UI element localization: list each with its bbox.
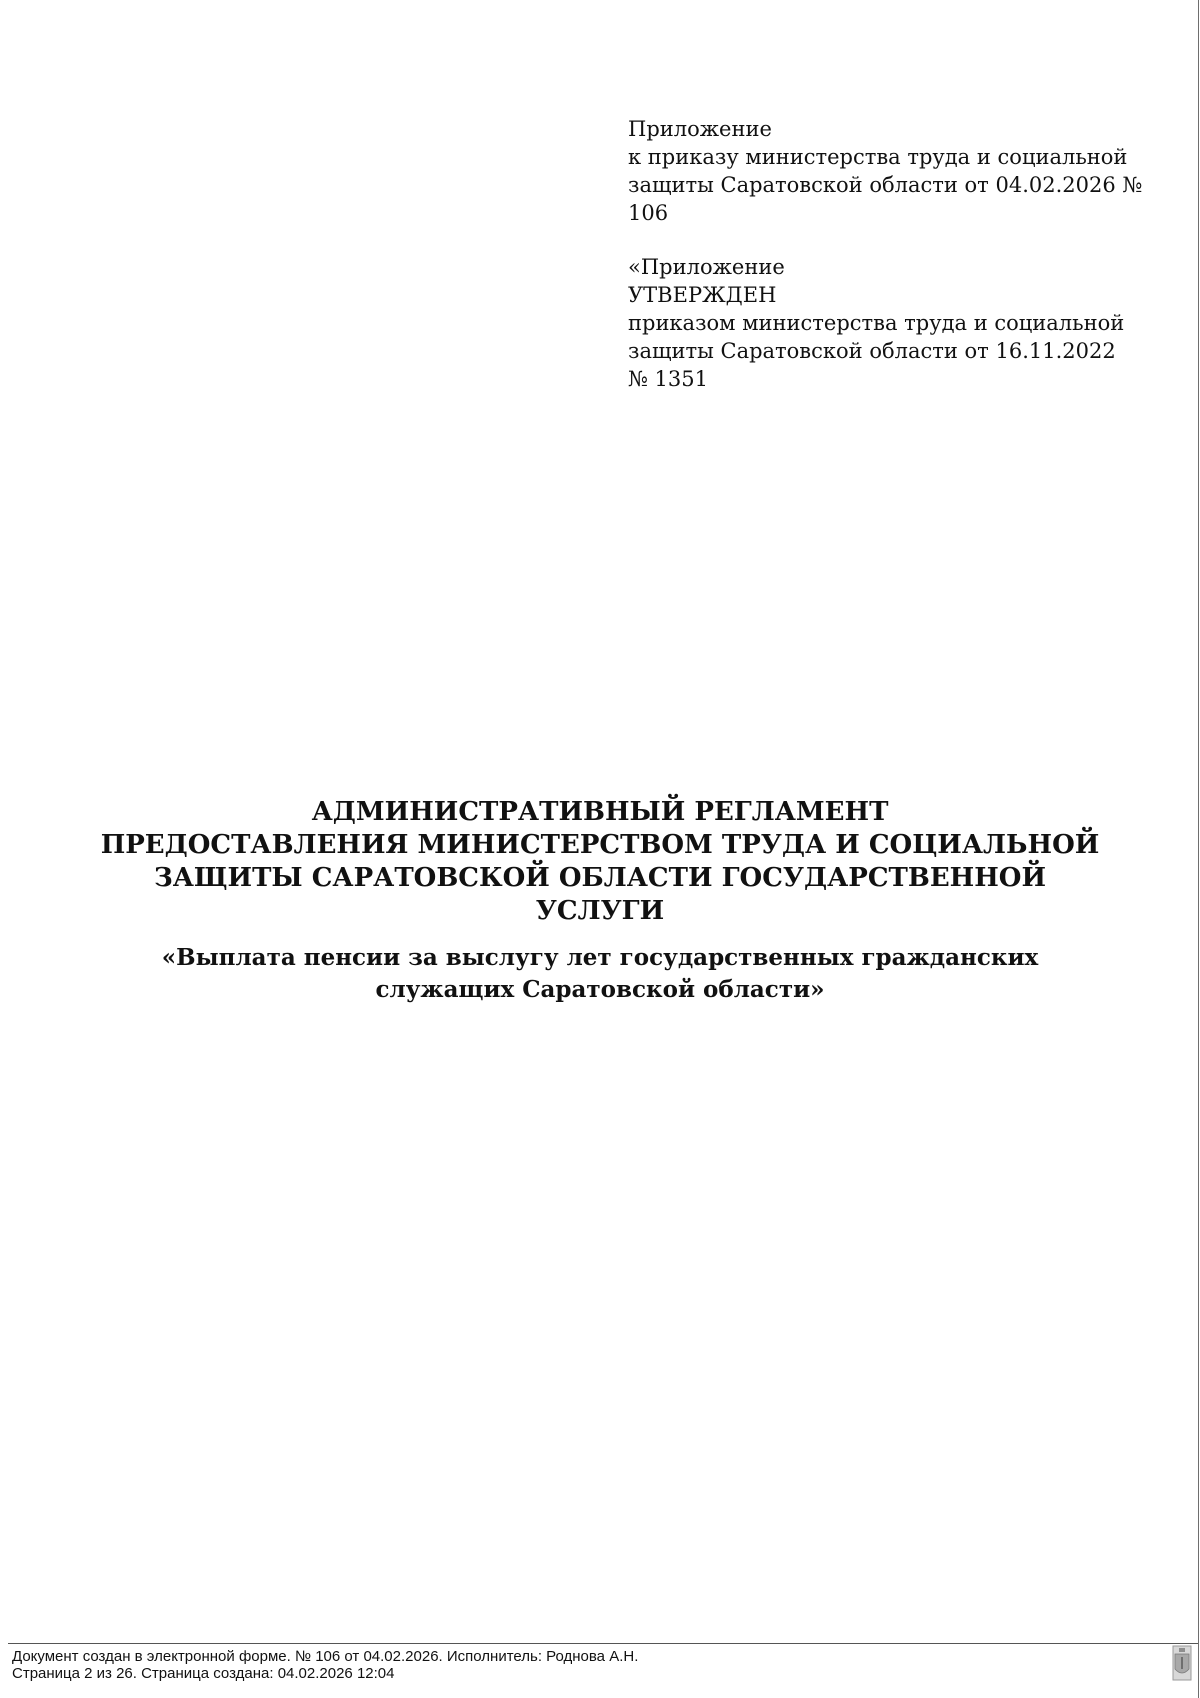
title-line: ПРЕДОСТАВЛЕНИЯ МИНИСТЕРСТВОМ ТРУДА И СОЦИАЛЬНОЙ (100, 830, 1100, 860)
title-line: УСЛУГИ (535, 896, 665, 926)
approval-line: защиты Саратовской области от 16.11.2022 (628, 339, 1116, 363)
approval-header (628, 253, 1148, 393)
coat-of-arms-icon (1172, 1645, 1192, 1681)
approval-line: УТВЕРЖДЕН (628, 283, 777, 307)
footer-document-line: Документ создан в электронной форме. № 106 от 04.02.2026. Исполнитель: Роднова А.Н. (12, 1648, 639, 1665)
attachment-line: защиты Саратовской области от 04.02.2026 № (628, 173, 1143, 197)
attachment-line: Приложение (628, 117, 772, 141)
service-name (60, 942, 1140, 1006)
approval-line: «Приложение (628, 255, 785, 279)
attachment-line: 106 (628, 201, 669, 225)
approval-line: № 1351 (628, 367, 708, 391)
approval-line: приказом министерства труда и социальной (628, 311, 1125, 335)
title-line: АДМИНИСТРАТИВНЫЙ РЕГЛАМЕНТ (311, 797, 889, 827)
footer-page-line: Страница 2 из 26. Страница создана: 04.02.2026 12:04 (12, 1665, 395, 1682)
subtitle-line: служащих Саратовской области» (375, 976, 825, 1003)
subtitle-line: «Выплата пенсии за выслугу лет государственных гражданских (161, 944, 1039, 971)
footer-info (12, 1648, 638, 1682)
title-line: ЗАЩИТЫ САРАТОВСКОЙ ОБЛАСТИ ГОСУДАРСТВЕННОЙ (153, 863, 1047, 893)
attachment-line: к приказу министерства труда и социальной (628, 145, 1128, 169)
attachment-header (628, 115, 1148, 227)
document-title (60, 796, 1140, 928)
footer-divider (8, 1643, 1198, 1644)
page-edge-line (1198, 0, 1199, 1698)
